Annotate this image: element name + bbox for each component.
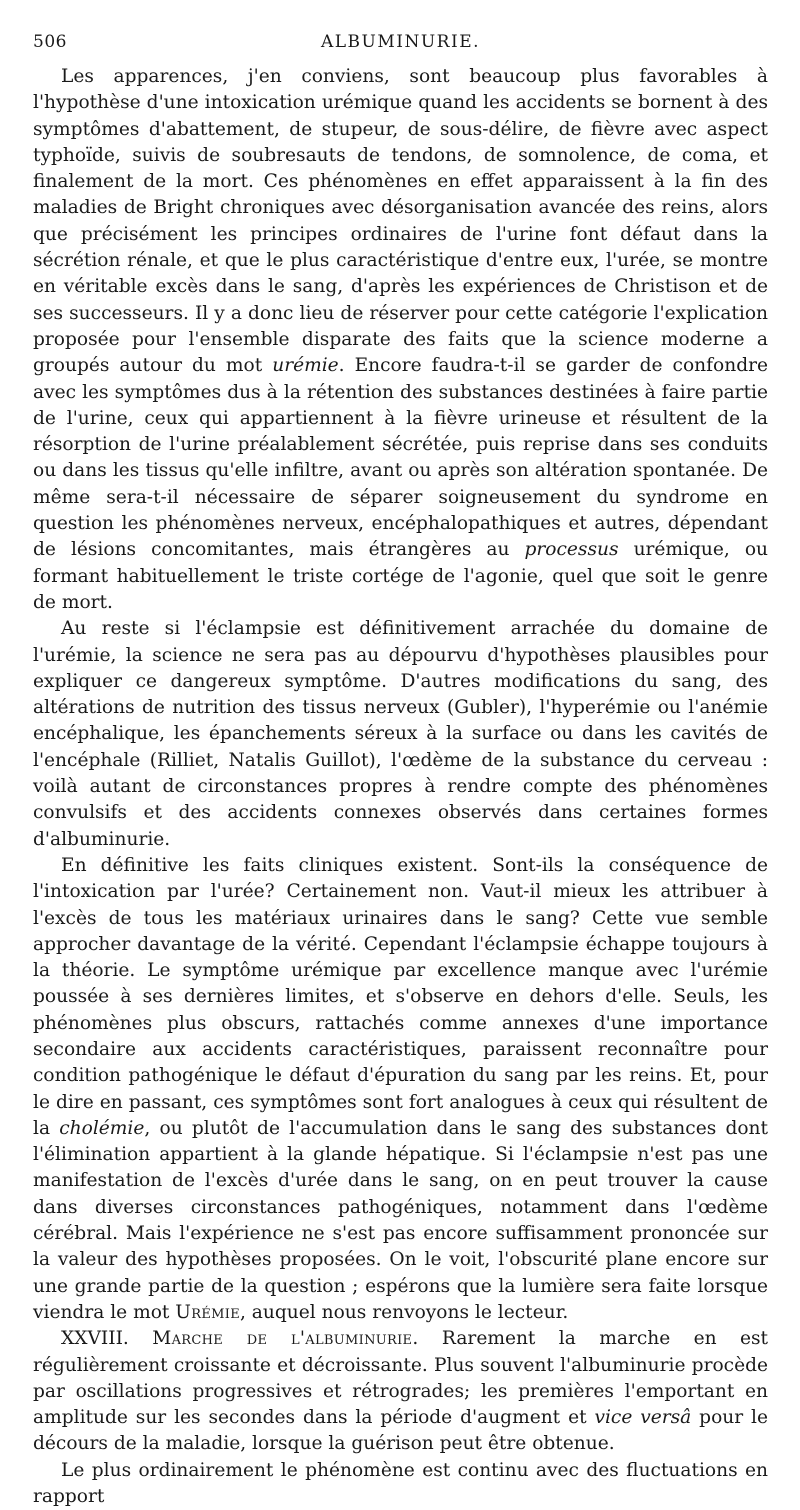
text-run: , auquel nous renvoyons le lecteur. <box>239 1301 569 1323</box>
text-run: pour le décours de la maladie, lorsque la guérison peut être obtenue. <box>33 1407 768 1455</box>
paragraph-1 <box>33 64 768 616</box>
text-run: . Encore faudra-t-il se garder de confondre avec les symptômes dus à la rétention des substances destinées à faire partie de l'urine, ceux qui appartiennent à la fièvre urineuse et résultent de la résorption de l'urine préalablement sécrétée, puis reprise dans ses conduits ou dans les tissus qu'elle infiltre, avant ou après son altération spontanée. De même sera-t-il nécessaire de séparer soigneusement du syndrome en question les phénomènes nerveux, encéphalopathiques et autres, dépendant de lésions concomitantes, mais étrangères au <box>33 355 768 561</box>
italic-term: vice versâ <box>594 1407 692 1429</box>
paragraph-3 <box>33 853 768 1326</box>
page-number: 506 <box>33 32 67 52</box>
paragraph-5: Le plus ordinairement le phénomène est continu avec des fluctuations en rapport <box>33 1459 768 1508</box>
paragraph-4 <box>33 1326 768 1457</box>
section-number: XXVIII. <box>61 1328 129 1350</box>
text-run: Rarement la marche en est régulièrement croissante et décroissante. Plus souvent l'albuminurie procède par oscillations progressives et rétrogrades; les premières l'emportant en amplitude sur les secondes dans la période d'augment et <box>33 1328 768 1429</box>
text-run: urémique, ou formant habituellement le triste cortége de l'agonie, quel que soit le genre de mort. <box>33 539 769 613</box>
cross-reference: Urémie <box>175 1301 240 1323</box>
running-title: ALBUMINURIE. <box>320 32 481 52</box>
text-run: , ou plutôt de l'accumulation dans le sang des substances dont l'élimination appartient à la glande hépatique. Si l'éclampsie n'est pas une manifestation de l'excès d'urée dans le sang, on en peut trouver la cause dans diverses circonstances pathogéniques, notamment dans l'œdème cérébral. Mais l'expérience ne s'est pas encore suffisamment prononcée sur la valeur des hypothèses proposées. On le voit, l'obscurité plane encore sur une grande partie de la question ; espérons que la lumière sera faite lorsque viendra le mot <box>33 1117 768 1323</box>
paragraph-2: Au reste si l'éclampsie est définitivement arrachée du domaine de l'urémie, la science ne sera pas au dépourvu d'hypothèses plausibles pour expliquer ce dangereux symptôme. D'autres modifications du sang, des altérations de nutrition des tissus nerveux (Gubler), l'hyperémie ou l'anémie encéphalique, les épanchements séreux à la surface ou dans les cavités de l'encéphale (Rilliet, Natalis Guillot), l'œdème de la substance du cerveau : voilà autant de circonstances propres à rendre compte des phénomènes convulsifs et des accidents connexes observés dans certaines formes d'albuminurie. <box>33 618 768 850</box>
page-header <box>33 32 768 56</box>
text-run: En définitive les faits cliniques existent. Sont-ils la conséquence de l'intoxication par l'urée? Certainement non. Vaut-il mieux les attribuer à l'excès de tous les matériaux urinaires dans le sang? Cette vue semble approcher davantage de la vérité. Cependant l'éclampsie échappe toujours à la théorie. Le symptôme urémique par excellence manque avec l'urémie poussée à ses dernières limites, et s'observe en dehors d'elle. Seuls, les phénomènes plus obscurs, rattachés comme annexes d'une importance secondaire aux accidents caractéristiques, paraissent reconnaître pour condition pathogénique le défaut d'épuration du sang par les reins. Et, pour le dire en passant, ces symptômes sont fort analogues à ceux qui résultent de la <box>33 854 768 1139</box>
text-run: Les apparences, j'en conviens, sont beaucoup plus favorables à l'hypothèse d'une intoxication urémique quand les accidents se bornent à des symptômes d'abattement, de stupeur, de sous-délire, de fièvre avec aspect typhoïde, suivis de soubresauts de tendons, de somnolence, de coma, et finalement de la mort. Ces phénomènes en effet apparaissent à la fin des maladies de Bright chroniques avec désorganisation avancée des reins, alors que précisément les principes ordinaires de l'urine font défaut dans la sécrétion rénale, et que le plus caractéristique d'entre eux, l'urée, se montre en véritable excès dans le sang, d'après les expériences de Christison et de ses successeurs. Il y a donc lieu de réserver pour cette catégorie l'explication proposée pour l'ensemble disparate des faits que la science moderne a groupés autour du mot <box>33 66 768 377</box>
italic-term: cholémie <box>59 1117 145 1139</box>
italic-term: urémie <box>272 355 339 377</box>
section-heading: Marche de l'albuminurie. <box>152 1328 419 1350</box>
italic-term: processus <box>524 539 619 561</box>
page-body <box>33 64 768 1510</box>
